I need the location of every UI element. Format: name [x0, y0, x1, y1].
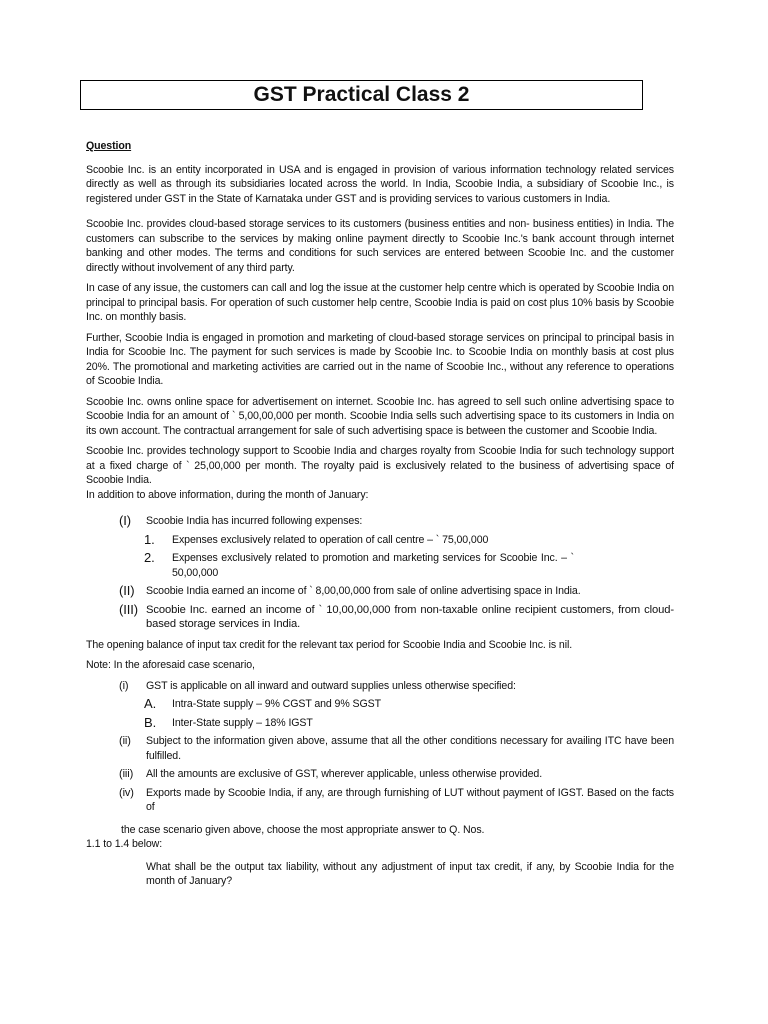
- list-text: Exports made by Scoobie India, if any, are through furnishing of LUT without payment of IGST. Based on the facts of: [146, 786, 674, 813]
- note-item: [119, 734, 674, 763]
- note-item: [119, 679, 674, 694]
- list-text: Scoobie India earned an income of ` 8,00,00,000 from sale of online advertising space in India.: [146, 585, 581, 597]
- list-text: Subject to the information given above, assume that all the other conditions necessary for availing ITC have been fulfilled.: [146, 735, 674, 762]
- closing-line: the case scenario given above, choose the most appropriate answer to Q. Nos.: [121, 823, 485, 836]
- note-item: [119, 786, 674, 815]
- question-text: What shall be the output tax liability, without any adjustment of input tax credit, if any, by Scoobie India for the month of January?: [146, 860, 674, 887]
- list-marker: 2.: [144, 550, 155, 565]
- gst-rate-item: [144, 697, 674, 712]
- list-marker: (iv): [119, 786, 134, 799]
- list-text: Expenses exclusively related to operation of call centre – ` 75,00,000: [172, 533, 489, 546]
- list-text: All the amounts are exclusive of GST, wherever applicable, unless otherwise provided.: [146, 768, 543, 780]
- paragraph-promotion: Further, Scoobie India is engaged in promotion and marketing of cloud-based storage services on principal to principal basis in India for Scoobie Inc. The payment for such services is made by Scoobie Inc. to Scoobie India on monthly basis at cost plus 20%. The promotional and marketing activities are carried out in the name of Scoobie Inc., without any reference to operations of Scoobie India.: [86, 331, 674, 387]
- list-marker: 1.: [144, 531, 155, 547]
- note-item: [119, 767, 674, 782]
- opening-balance: The opening balance of input tax credit for the relevant tax period for Scoobie India and Scoobie Inc. is nil.: [86, 638, 573, 651]
- list-item: [119, 514, 674, 529]
- note: Note: In the aforesaid case scenario,: [86, 659, 255, 671]
- document-body: [86, 139, 674, 895]
- list-marker: B.: [144, 714, 157, 730]
- list-item: [119, 603, 674, 632]
- paragraph-advertising: Scoobie Inc. owns online space for advertisement on internet. Scoobie Inc. has agreed to sell such online advertising space to Scoobie India for an amount of ` 5,00,00,000 per month. Scoobie India sells such advertising space to its customers in India on its own account. The contractual arrangement for sale of such advertising space is between the customer and Scoobie India.: [86, 395, 674, 437]
- list-marker: (I): [119, 513, 131, 528]
- list-marker: A.: [144, 696, 157, 711]
- list-text: Scoobie India has incurred following expenses:: [146, 515, 363, 527]
- list-text: Expenses exclusively related to promotion and marketing services for Scoobie Inc. – ` 50,00,000: [172, 552, 574, 579]
- paragraph-royalty: Scoobie Inc. provides technology support to Scoobie India and charges royalty from Scoobie India for such technology support at a fixed charge of ` 25,00,000 per month. The royalty paid is exclusively related to the business of advertising space of Scoobie India.: [86, 445, 674, 486]
- page-title: GST Practical Class 2: [80, 80, 643, 110]
- list-text: Intra-State supply – 9% CGST and 9% SGST: [172, 698, 381, 710]
- list-marker: (ii): [119, 735, 131, 747]
- paragraph-intro: Scoobie Inc. is an entity incorporated in USA and is engaged in provision of various information technology related services directly as well as through its subsidiaries located across the world. In India, Scoobie India, a subsidiary of Scoobie Inc., is registered under GST in the State of Karnataka under GST and is providing services to various customers in India.: [86, 163, 674, 205]
- list-marker: (III): [119, 601, 138, 617]
- expense-item: [144, 551, 674, 580]
- list-item: [119, 584, 674, 599]
- list-text: Scoobie Inc. earned an income of ` 10,00,00,000 from non-taxable online recipient customers, from cloud-based storage services in India.: [146, 603, 674, 630]
- gst-rate-item: [144, 716, 674, 731]
- list-marker: (II): [119, 583, 135, 598]
- list-marker: (iii): [119, 768, 134, 780]
- question-heading: Question: [86, 140, 132, 152]
- closing-line-range: 1.1 to 1.4 below:: [86, 838, 163, 850]
- expense-item: [144, 533, 674, 548]
- list-text: GST is applicable on all inward and outward supplies unless otherwise specified:: [146, 679, 516, 692]
- paragraph-help-centre: In case of any issue, the customers can call and log the issue at the customer help centre which is operated by Scoobie India on principal to principal basis. For operation of such customer help centre, Scoobie India is paid on cost plus 10% basis by Scoobie Inc. on monthly basis.: [86, 282, 674, 323]
- list-text: Inter-State supply – 18% IGST: [172, 716, 313, 729]
- paragraph-cloud-services: Scoobie Inc. provides cloud-based storage services to its customers (business entities and non- business entities) in India. The customers can subscribe to the services by making online payment directly to Scoobie Inc.'s bank account through internet banking and other modes. The terms and conditions for such services are entered between Scoobie Inc. and the customer directly without involvement of any third party.: [86, 218, 674, 274]
- additional-info: In addition to above information, during the month of January:: [86, 488, 369, 501]
- list-marker: (i): [119, 679, 129, 692]
